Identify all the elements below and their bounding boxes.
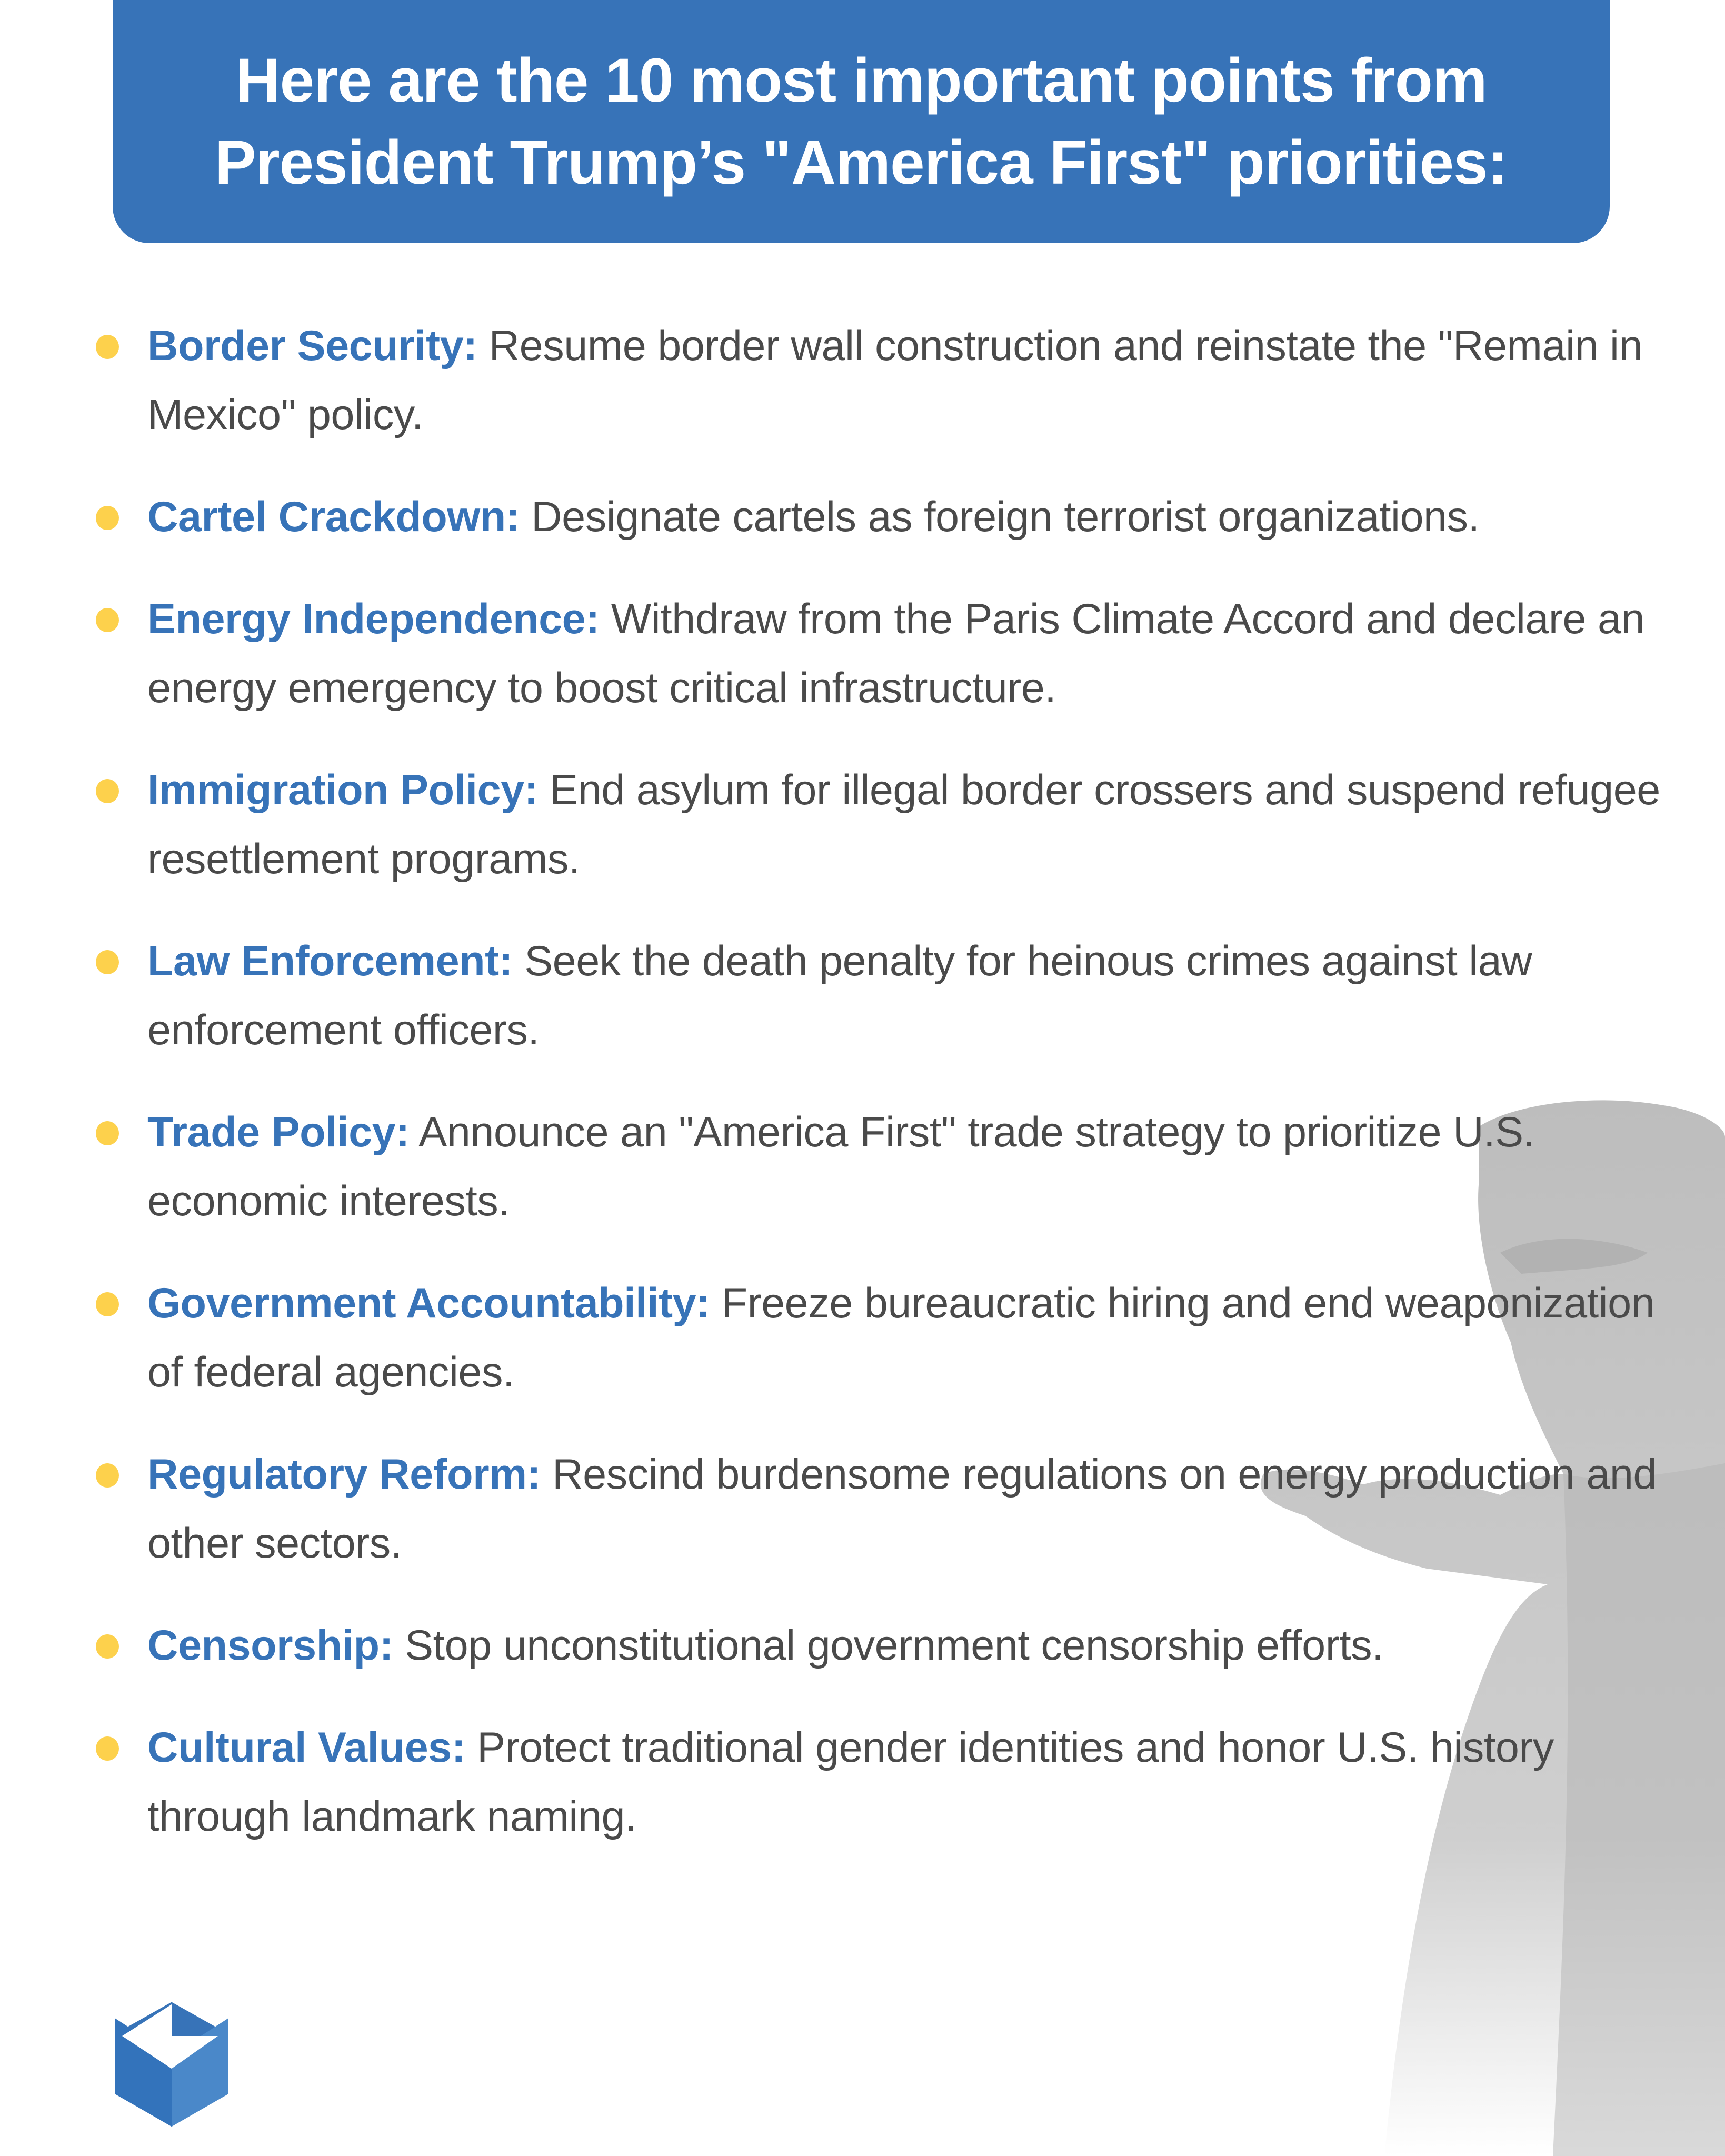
bullet-dot bbox=[96, 608, 119, 632]
list-item bbox=[95, 1098, 1700, 1236]
point-heading: Regulatory Reform: bbox=[147, 1451, 541, 1498]
point-heading: Government Accountability: bbox=[147, 1280, 710, 1327]
bullet-dot bbox=[96, 506, 119, 530]
point-text: Rescind burdensome regulations on energy production and other sectors. bbox=[147, 1451, 1657, 1567]
point-text: Freeze bureaucratic hiring and end weaponization of federal agencies. bbox=[147, 1280, 1655, 1396]
list-item bbox=[95, 585, 1700, 723]
title-line-2: President Trump’s "America First" priorities: bbox=[215, 128, 1508, 197]
point-text: Designate cartels as foreign terrorist organizations. bbox=[520, 493, 1480, 541]
point-text: Withdraw from the Paris Climate Accord and declare an energy emergency to boost critical infrastructure. bbox=[147, 595, 1645, 712]
point-text: Seek the death penalty for heinous crimes against law enforcement officers. bbox=[147, 937, 1532, 1054]
bullet-dot bbox=[96, 1736, 119, 1761]
point-text: Announce an "America First" trade strategy to prioritize U.S. economic interests. bbox=[147, 1109, 1535, 1225]
point-heading: Trade Policy: bbox=[147, 1109, 410, 1156]
list-item bbox=[95, 756, 1700, 894]
point-heading: Cartel Crackdown: bbox=[147, 493, 520, 541]
list-item bbox=[95, 1269, 1700, 1407]
priorities-list bbox=[95, 312, 1700, 1884]
title-line-1: Here are the 10 most important points from bbox=[235, 46, 1487, 115]
list-item bbox=[95, 927, 1700, 1065]
point-heading: Immigration Policy: bbox=[147, 766, 539, 814]
point-heading: Border Security: bbox=[147, 322, 477, 370]
title-banner bbox=[113, 0, 1610, 243]
point-text: Stop unconstitutional government censorship efforts. bbox=[393, 1622, 1384, 1669]
list-item bbox=[95, 1713, 1700, 1851]
list-item bbox=[95, 1611, 1700, 1680]
point-text: Resume border wall construction and reinstate the "Remain in Mexico" policy. bbox=[147, 322, 1643, 438]
cube-logo-icon bbox=[113, 2000, 231, 2127]
point-heading: Energy Independence: bbox=[147, 595, 600, 643]
bullet-dot bbox=[96, 1634, 119, 1659]
point-heading: Law Enforcement: bbox=[147, 937, 513, 985]
bullet-dot bbox=[96, 779, 119, 803]
bullet-dot bbox=[96, 1121, 119, 1145]
point-text: End asylum for illegal border crossers and suspend refugee resettlement programs. bbox=[147, 766, 1660, 883]
point-heading: Censorship: bbox=[147, 1622, 394, 1669]
bullet-dot bbox=[96, 1463, 119, 1488]
list-item bbox=[95, 312, 1700, 450]
bullet-dot bbox=[96, 1292, 119, 1316]
list-item bbox=[95, 483, 1700, 552]
list-item bbox=[95, 1440, 1700, 1578]
point-heading: Cultural Values: bbox=[147, 1724, 466, 1771]
bullet-dot bbox=[96, 950, 119, 974]
point-text: Protect traditional gender identities and honor U.S. history through landmark naming. bbox=[147, 1724, 1554, 1840]
bullet-dot bbox=[96, 335, 119, 359]
